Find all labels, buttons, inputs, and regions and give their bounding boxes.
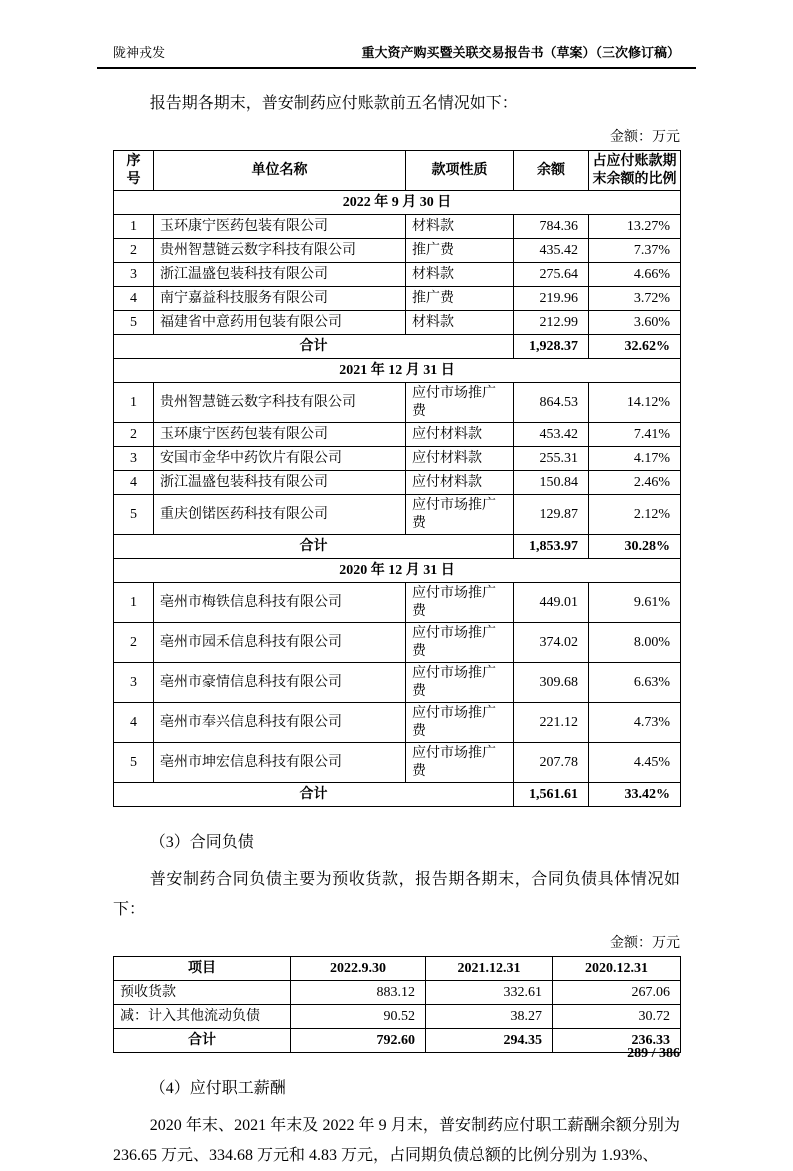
seq-cell: 5 — [114, 495, 154, 535]
total-balance-cell: 1,853.97 — [514, 535, 589, 559]
table-row — [114, 743, 681, 783]
col-header-balance: 余额 — [514, 151, 589, 191]
seq-cell: 2 — [114, 423, 154, 447]
ratio-cell: 9.61% — [589, 583, 681, 623]
table-row — [114, 383, 681, 423]
ratio-cell: 2.12% — [589, 495, 681, 535]
ratio-cell: 8.00% — [589, 623, 681, 663]
company-cell: 福建省中意药用包装有限公司 — [154, 311, 406, 335]
company-cell: 重庆创锘医药科技有限公司 — [154, 495, 406, 535]
company-cell: 南宁嘉益科技服务有限公司 — [154, 287, 406, 311]
period-date-row — [114, 191, 681, 215]
col-header-ratio: 占应付账款期末余额的比例 — [589, 151, 681, 191]
ratio-cell: 7.37% — [589, 239, 681, 263]
company-cell: 亳州市梅铁信息科技有限公司 — [154, 583, 406, 623]
ratio-cell: 4.17% — [589, 447, 681, 471]
seq-cell: 4 — [114, 287, 154, 311]
nature-cell: 应付市场推广费 — [406, 703, 514, 743]
payables-top5-table — [113, 150, 681, 807]
nature-cell: 应付市场推广费 — [406, 583, 514, 623]
company-cell: 亳州市园禾信息科技有限公司 — [154, 623, 406, 663]
total-ratio-cell: 32.62% — [589, 335, 681, 359]
balance-cell: 864.53 — [514, 383, 589, 423]
company-cell: 贵州智慧链云数字科技有限公司 — [154, 383, 406, 423]
nature-cell: 材料款 — [406, 263, 514, 287]
nature-cell: 推广费 — [406, 239, 514, 263]
period-date-row — [114, 359, 681, 383]
seq-cell: 3 — [114, 263, 154, 287]
nature-cell: 应付市场推广费 — [406, 623, 514, 663]
item-cell: 减：计入其他流动负债 — [114, 1005, 291, 1029]
table-header-row — [114, 957, 681, 981]
page-number: 289 / 386 — [627, 1046, 680, 1061]
ratio-cell: 6.63% — [589, 663, 681, 703]
value-cell-2020: 267.06 — [553, 981, 681, 1005]
table-row — [114, 703, 681, 743]
balance-cell: 435.42 — [514, 239, 589, 263]
table-row — [114, 623, 681, 663]
period-date-cell: 2021 年 12 月 31 日 — [114, 359, 681, 383]
seq-cell: 5 — [114, 311, 154, 335]
seq-cell: 4 — [114, 471, 154, 495]
total-value-cell-2021: 294.35 — [426, 1029, 553, 1053]
balance-cell: 275.64 — [514, 263, 589, 287]
ratio-cell: 14.12% — [589, 383, 681, 423]
company-cell: 玉环康宁医药包装有限公司 — [154, 215, 406, 239]
table-row — [114, 471, 681, 495]
col-header-item: 项目 — [114, 957, 291, 981]
value-cell-2020: 30.72 — [553, 1005, 681, 1029]
balance-cell: 309.68 — [514, 663, 589, 703]
seq-cell: 4 — [114, 703, 154, 743]
unit-note-2: 金额：万元 — [610, 936, 680, 951]
seq-cell: 1 — [114, 215, 154, 239]
seq-cell: 3 — [114, 447, 154, 471]
total-row — [114, 535, 681, 559]
seq-cell: 1 — [114, 583, 154, 623]
nature-cell: 应付市场推广费 — [406, 743, 514, 783]
item-cell: 预收货款 — [114, 981, 291, 1005]
nature-cell: 应付市场推广费 — [406, 495, 514, 535]
section-4-paragraph: 2020 年末、2021 年末及 2022 年 9 月末，普安制药应付职工薪酬余额分别为 236.65 万元、334.68 万元和 4.83 万元，占同期负债总额的比例分别为 1.93%、 — [113, 1117, 680, 1164]
table-row — [114, 447, 681, 471]
balance-cell: 129.87 — [514, 495, 589, 535]
header-document-title: 重大资产购买暨关联交易报告书（草案）（三次修订稿） — [361, 45, 680, 60]
col-header-company: 单位名称 — [154, 151, 406, 191]
company-cell: 亳州市奉兴信息科技有限公司 — [154, 703, 406, 743]
company-cell: 安国市金华中药饮片有限公司 — [154, 447, 406, 471]
value-cell-2022: 883.12 — [291, 981, 426, 1005]
nature-cell: 应付市场推广费 — [406, 663, 514, 703]
section-4-title: （4）应付职工薪酬 — [149, 1080, 286, 1097]
payables-table-body — [114, 191, 681, 807]
balance-cell: 784.36 — [514, 215, 589, 239]
ratio-cell: 2.46% — [589, 471, 681, 495]
ratio-cell: 4.73% — [589, 703, 681, 743]
table-row — [114, 287, 681, 311]
value-cell-2021: 38.27 — [426, 1005, 553, 1029]
total-value-cell-2022: 792.60 — [291, 1029, 426, 1053]
table-row — [114, 495, 681, 535]
table-row — [114, 1005, 681, 1029]
col-header-seq: 序号 — [114, 151, 154, 191]
balance-cell: 219.96 — [514, 287, 589, 311]
company-cell: 玉环康宁医药包装有限公司 — [154, 423, 406, 447]
table-row — [114, 981, 681, 1005]
company-cell: 浙江温盛包装科技有限公司 — [154, 471, 406, 495]
balance-cell: 374.02 — [514, 623, 589, 663]
company-cell: 贵州智慧链云数字科技有限公司 — [154, 239, 406, 263]
total-label-cell: 合计 — [114, 335, 514, 359]
col-header-2020: 2020.12.31 — [553, 957, 681, 981]
seq-cell: 2 — [114, 239, 154, 263]
nature-cell: 应付市场推广费 — [406, 383, 514, 423]
total-row — [114, 1029, 681, 1053]
period-date-row — [114, 559, 681, 583]
nature-cell: 应付材料款 — [406, 447, 514, 471]
seq-cell: 1 — [114, 383, 154, 423]
col-header-nature: 款项性质 — [406, 151, 514, 191]
ratio-cell: 7.41% — [589, 423, 681, 447]
total-row — [114, 335, 681, 359]
total-value-cell-2020: 236.33 — [553, 1029, 681, 1053]
contract-liability-table — [113, 956, 681, 1053]
value-cell-2022: 90.52 — [291, 1005, 426, 1029]
company-cell: 浙江温盛包装科技有限公司 — [154, 263, 406, 287]
total-balance-cell: 1,928.37 — [514, 335, 589, 359]
ratio-cell: 13.27% — [589, 215, 681, 239]
balance-cell: 207.78 — [514, 743, 589, 783]
nature-cell: 推广费 — [406, 287, 514, 311]
total-row — [114, 783, 681, 807]
balance-cell: 453.42 — [514, 423, 589, 447]
header-rule — [97, 67, 696, 69]
nature-cell: 材料款 — [406, 215, 514, 239]
company-cell: 亳州市坤宏信息科技有限公司 — [154, 743, 406, 783]
section-3-title: （3）合同负债 — [149, 834, 254, 851]
total-label-cell: 合计 — [114, 1029, 291, 1053]
total-ratio-cell: 30.28% — [589, 535, 681, 559]
total-ratio-cell: 33.42% — [589, 783, 681, 807]
balance-cell: 150.84 — [514, 471, 589, 495]
period-date-cell: 2020 年 12 月 31 日 — [114, 559, 681, 583]
period-date-cell: 2022 年 9 月 30 日 — [114, 191, 681, 215]
ratio-cell: 3.60% — [589, 311, 681, 335]
contract-table-body — [114, 981, 681, 1053]
table-row — [114, 215, 681, 239]
table-row — [114, 423, 681, 447]
seq-cell: 3 — [114, 663, 154, 703]
header-company-name: 陇神戎发 — [113, 45, 166, 60]
table-header-row — [114, 151, 681, 191]
page-header — [113, 44, 680, 62]
total-label-cell: 合计 — [114, 783, 514, 807]
seq-cell: 2 — [114, 623, 154, 663]
ratio-cell: 4.66% — [589, 263, 681, 287]
balance-cell: 212.99 — [514, 311, 589, 335]
section-3-paragraph: 普安制药合同负债主要为预收货款，报告期各期末，合同负债具体情况如下： — [113, 871, 680, 918]
intro-paragraph: 报告期各期末，普安制药应付账款前五名情况如下： — [149, 95, 518, 112]
balance-cell: 255.31 — [514, 447, 589, 471]
nature-cell: 应付材料款 — [406, 471, 514, 495]
nature-cell: 应付材料款 — [406, 423, 514, 447]
balance-cell: 221.12 — [514, 703, 589, 743]
table-row — [114, 583, 681, 623]
col-header-2022: 2022.9.30 — [291, 957, 426, 981]
ratio-cell: 3.72% — [589, 287, 681, 311]
seq-cell: 5 — [114, 743, 154, 783]
col-header-2021: 2021.12.31 — [426, 957, 553, 981]
total-label-cell: 合计 — [114, 535, 514, 559]
value-cell-2021: 332.61 — [426, 981, 553, 1005]
unit-note-1: 金额：万元 — [610, 130, 680, 145]
table-row — [114, 311, 681, 335]
total-balance-cell: 1,561.61 — [514, 783, 589, 807]
table-row — [114, 239, 681, 263]
ratio-cell: 4.45% — [589, 743, 681, 783]
nature-cell: 材料款 — [406, 311, 514, 335]
company-cell: 亳州市豪情信息科技有限公司 — [154, 663, 406, 703]
table-row — [114, 663, 681, 703]
table-row — [114, 263, 681, 287]
balance-cell: 449.01 — [514, 583, 589, 623]
